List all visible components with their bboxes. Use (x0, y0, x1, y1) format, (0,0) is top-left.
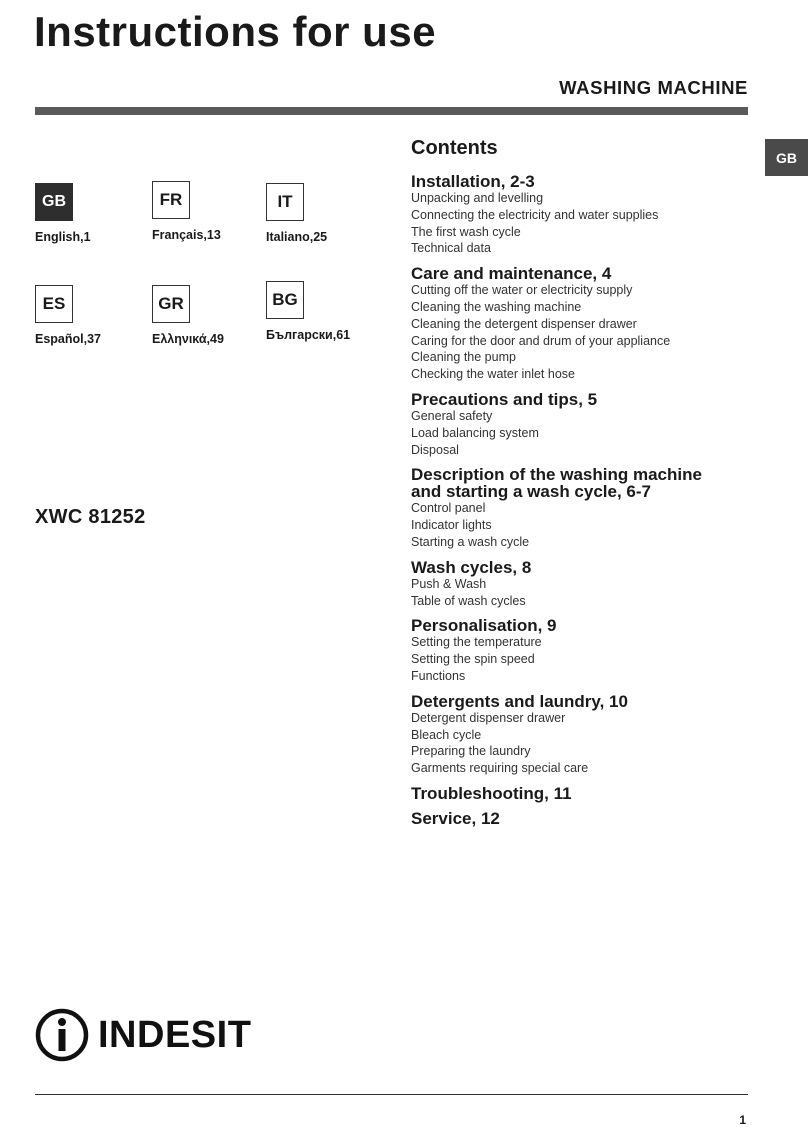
table-of-contents (411, 173, 751, 835)
document-title: Instructions for use (34, 8, 437, 55)
language-code-box: FR (152, 181, 190, 219)
document-subtitle: WASHING MACHINE (559, 77, 748, 98)
contents-item[interactable]: Garments requiring special care (411, 761, 589, 776)
language-es[interactable] (35, 285, 101, 346)
contents-section (411, 265, 751, 383)
contents-item[interactable]: Table of wash cycles (411, 593, 526, 608)
contents-item[interactable]: Bleach cycle (411, 727, 482, 742)
contents-section-title[interactable]: Installation, 2-3 (411, 172, 535, 191)
contents-item[interactable]: Setting the temperature (411, 635, 542, 650)
contents-item[interactable]: Cutting off the water or electricity supply (411, 283, 633, 298)
contents-section (411, 785, 751, 802)
brand-wordmark: INDESIT (98, 1014, 252, 1056)
language-bg[interactable] (266, 281, 350, 342)
contents-item[interactable]: General safety (411, 408, 493, 423)
contents-section (411, 466, 751, 550)
contents-item[interactable]: The first wash cycle (411, 224, 521, 239)
header-divider (35, 107, 748, 115)
model-number: XWC 81252 (35, 506, 146, 528)
contents-item[interactable]: Caring for the door and drum of your appliance (411, 333, 671, 348)
brand-logo (34, 1007, 251, 1063)
language-label: Español,37 (35, 332, 101, 346)
indesit-logo-icon (34, 1007, 90, 1063)
contents-item[interactable]: Push & Wash (411, 576, 487, 591)
contents-item[interactable]: Technical data (411, 241, 491, 256)
contents-item[interactable]: Cleaning the pump (411, 350, 516, 365)
language-label: Français,13 (152, 228, 221, 242)
contents-section (411, 391, 751, 458)
contents-item[interactable]: Load balancing system (411, 425, 539, 440)
language-label: Ελληνικά,49 (152, 332, 224, 346)
language-code-box: ES (35, 285, 73, 323)
language-it[interactable] (266, 183, 327, 244)
language-code-box: GR (152, 285, 190, 323)
contents-section-title[interactable]: Service, 12 (411, 808, 500, 828)
contents-section (411, 693, 751, 777)
language-side-tab[interactable]: GB (765, 139, 808, 176)
contents-item[interactable]: Connecting the electricity and water supplies (411, 207, 659, 222)
page-number: 1 (739, 1113, 746, 1127)
language-fr[interactable] (152, 181, 221, 242)
contents-item[interactable]: Cleaning the detergent dispenser drawer (411, 316, 637, 331)
language-gb[interactable] (35, 183, 91, 244)
contents-item[interactable]: Starting a wash cycle (411, 534, 530, 549)
contents-item[interactable]: Setting the spin speed (411, 652, 535, 667)
contents-section-title[interactable]: Care and maintenance, 4 (411, 264, 612, 284)
contents-section-title[interactable]: Detergents and laundry, 10 (411, 691, 628, 711)
contents-section-title[interactable]: Personalisation, 9 (411, 616, 557, 636)
contents-heading: Contents (411, 137, 498, 159)
contents-section-title[interactable]: Wash cycles, 8 (411, 557, 532, 577)
language-label: Български,61 (266, 328, 351, 342)
language-label: Italiano,25 (266, 230, 328, 244)
contents-item[interactable]: Disposal (411, 442, 459, 457)
contents-item[interactable]: Indicator lights (411, 518, 492, 533)
language-code-box: BG (266, 281, 304, 319)
contents-item[interactable]: Control panel (411, 501, 486, 516)
language-label: English,1 (35, 230, 91, 244)
contents-item[interactable]: Cleaning the washing machine (411, 299, 582, 314)
contents-section (411, 617, 751, 684)
language-code-box: GB (35, 183, 73, 221)
language-gr[interactable] (152, 285, 224, 346)
contents-section (411, 810, 751, 827)
contents-section-title[interactable]: Description of the washing machine and starting a wash cycle, 6-7 (411, 465, 702, 502)
language-code-box: IT (266, 183, 304, 221)
contents-section-title[interactable]: Troubleshooting, 11 (411, 783, 572, 803)
footer-divider (35, 1094, 748, 1095)
contents-section (411, 173, 751, 257)
contents-item[interactable]: Detergent dispenser drawer (411, 710, 566, 725)
contents-section-title[interactable]: Precautions and tips, 5 (411, 389, 598, 409)
contents-item[interactable]: Functions (411, 668, 466, 683)
contents-item[interactable]: Preparing the laundry (411, 744, 531, 759)
contents-item[interactable]: Unpacking and levelling (411, 191, 544, 205)
contents-item[interactable]: Checking the water inlet hose (411, 367, 575, 382)
contents-section (411, 559, 751, 610)
